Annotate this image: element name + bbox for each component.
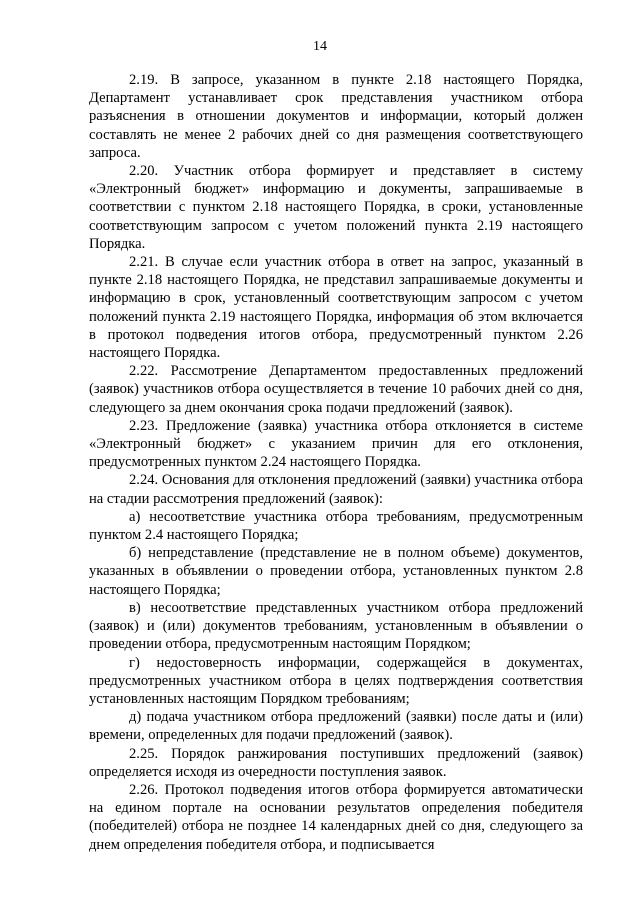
- paragraph-2-26: 2.26. Протокол подведения итогов отбора формируется автоматически на едином портале на основании результатов определения победителя (победителей) отбора не позднее 14 календарных дней со дня, следующего за днем определения победителя отбора, и подписывается: [89, 781, 583, 853]
- paragraph-2-19: 2.19. В запросе, указанном в пункте 2.18 настоящего Порядка, Департамент устанавливает срок представления участником отбора разъяснения в отношении документов и информации, который должен составлять не менее 2 рабочих дней со дня размещения соответствующего запроса.: [89, 72, 583, 161]
- paragraph-2-24-a: а) несоответствие участника отбора требованиям, предусмотренным пунктом 2.4 настоящего Порядка;: [89, 508, 583, 544]
- paragraph-2-21: 2.21. В случае если участник отбора в ответ на запрос, указанный в пункте 2.18 настоящего Порядка, не представил запрашиваемые документы и информацию в срок, установленный соответствующим запросом с учетом положений пункта 2.19 настоящего Порядка, информация об этом включается в протокол подведения итогов отбора, предусмотренный пунктом 2.26 настоящего Порядка.: [89, 254, 583, 362]
- paragraph-2-24-b: б) непредставление (представление не в полном объеме) документов, указанных в объявлении о проведении отбора, установленных пунктом 2.8 настоящего Порядка;: [89, 545, 583, 598]
- paragraph-2-24-d: д) подача участником отбора предложений (заявки) после даты и (или) времени, определенных для подачи предложений (заявок).: [89, 709, 583, 744]
- paragraph-2-20: 2.20. Участник отбора формирует и представляет в систему «Электронный бюджет» информацию и документы, запрашиваемые в соответствии с пунктом 2.18 настоящего Порядка, в сроки, установленные соответствующим запросом с учетом положений пункта 2.19 настоящего Порядка.: [89, 163, 583, 252]
- paragraph-2-22: 2.22. Рассмотрение Департаментом предоставленных предложений (заявок) участников отбора осуществляется в течение 10 рабочих дней со дня, следующего за днем окончания срока подачи предложений (заявок).: [89, 363, 583, 416]
- paragraph-2-24-v: в) несоответствие представленных участником отбора предложений (заявок) и (или) документов требованиям, установленным в объявлении о проведении отбора, предусмотренным настоящим Порядком;: [89, 599, 583, 653]
- paragraph-2-25: 2.25. Порядок ранжирования поступивших предложений (заявок) определяется исходя из очередности поступления заявок.: [89, 745, 583, 780]
- document-body: [89, 71, 583, 854]
- paragraph-2-24: 2.24. Основания для отклонения предложений (заявки) участника отбора на стадии рассмотрения предложений (заявок):: [89, 472, 583, 507]
- page-number: 14: [313, 39, 327, 54]
- paragraph-2-23: 2.23. Предложение (заявка) участника отбора отклоняется в системе «Электронный бюджет» с указанием причин для его отклонения, предусмотренных пунктом 2.24 настоящего Порядка.: [89, 417, 583, 471]
- paragraph-2-24-g: г) недостоверность информации, содержащейся в документах, предусмотренных участником отбора в целях подтверждения соответствия установленных настоящим Порядком требованиям;: [89, 654, 583, 707]
